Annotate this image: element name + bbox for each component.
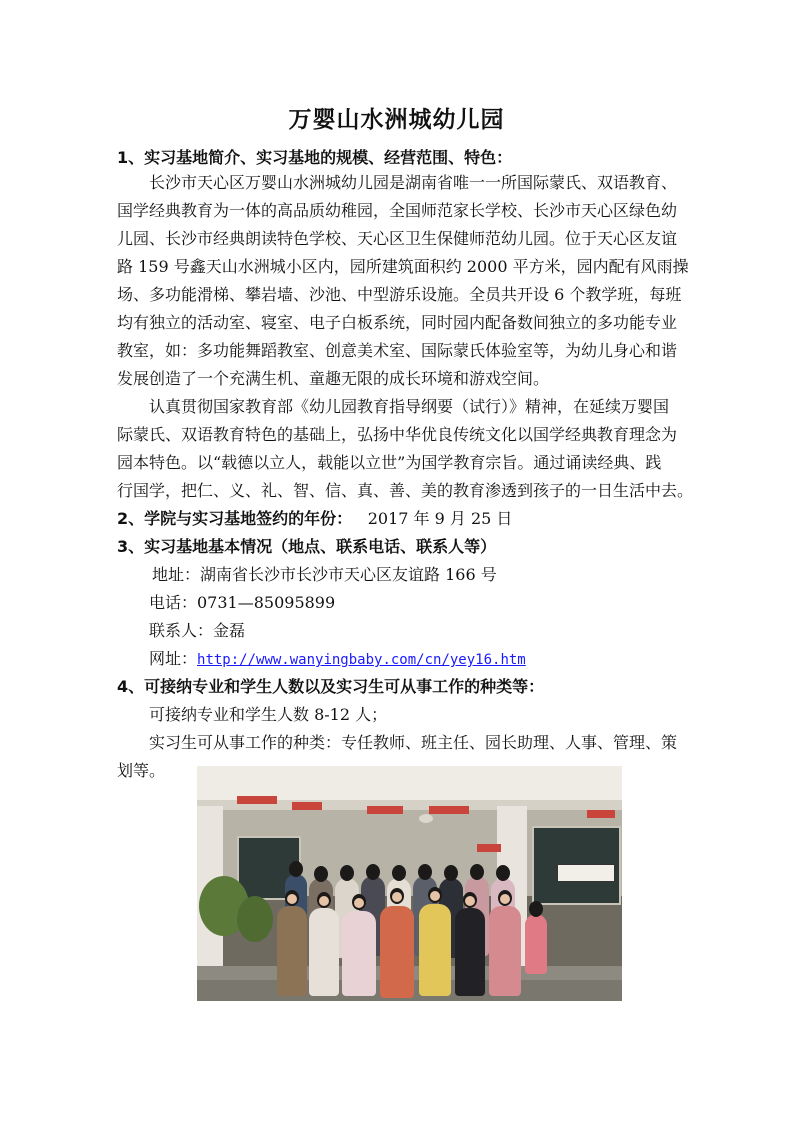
address-line: 地址：湖南省长沙市长沙市天心区友谊路 166 号 [152,565,497,584]
section4-heading: 4、可接纳专业和学生人数以及实习生可从事工作的种类等： [117,677,545,696]
paragraph-line: 行国学，把仁、义、礼、智、信、真、善、美的教育渗透到孩子的一日生活中去。 [117,481,694,500]
sign-board [557,864,615,882]
page-title: 万婴山水洲城幼儿园 [288,106,505,133]
website-line [149,646,714,669]
paragraph-line: 长沙市天心区万婴山水洲城幼儿园是湖南省唯一一所国际蒙氏、双语教育、 [149,173,678,192]
paragraph-line: 均有独立的活动室、寝室、电子白板系统，同时园内配备数间独立的多功能专业 [117,313,678,332]
paragraph-line: 场、多功能滑梯、攀岩墙、沙池、中型游乐设施。全员共开设 6 个教学班，每班 [117,285,682,304]
paragraph-line: 国学经典教育为一体的高品质幼稚园，全国师范家长学校、长沙市天心区绿色幼 [117,201,678,220]
website-label: 网址： [149,649,198,668]
jobs-line: 实习生可从事工作的种类：专任教师、班主任、园长助理、人事、管理、策 [149,733,678,752]
paragraph-line: 园本特色。以“载德以立人，载能以立世”为国学教育宗旨。通过诵读经典、践 [117,453,662,472]
website-link[interactable]: http://www.wanyingbaby.com/cn/yey16.htm [197,652,526,668]
paragraph-line: 儿园、长沙市经典朗读特色学校、天心区卫生保健师范幼儿园。位于天心区友谊 [117,229,678,248]
section1-heading: 1、实习基地简介、实习基地的规模、经营范围、特色： [117,148,513,167]
paragraph-line: 际蒙氏、双语教育特色的基础上，弘扬中华优良传统文化以国学经典教育理念为 [117,425,678,444]
signing-date: 2017 年 9 月 25 日 [367,509,513,528]
ceiling-lamp-icon [419,814,433,823]
contact-line: 联系人：金磊 [149,621,246,640]
phone-line: 电话：0731—85095899 [149,593,336,612]
paragraph-line: 发展创造了一个充满生机、童趣无限的成长环境和游戏空间。 [117,369,550,388]
paragraph-line: 认真贯彻国家教育部《幼儿园教育指导纲要（试行）》精神，在延续万婴国 [149,397,670,416]
paragraph-line: 教室，如：多功能舞蹈教室、创意美术室、国际蒙氏体验室等，为幼儿身心和谐 [117,341,678,360]
section2-heading [117,506,512,529]
students-line: 可接纳专业和学生人数 8-12 人； [149,705,388,724]
jobs-line: 划等。 [117,761,166,780]
section2-heading-label: 2、学院与实习基地签约的年份： [117,509,353,528]
paragraph-line: 路 159 号鑫天山水洲城小区内，园所建筑面积约 2000 平方米，园内配有风雨操 [117,257,689,276]
group-photo [197,766,622,1001]
section3-heading: 3、实习基地基本情况（地点、联系电话、联系人等） [117,537,497,556]
